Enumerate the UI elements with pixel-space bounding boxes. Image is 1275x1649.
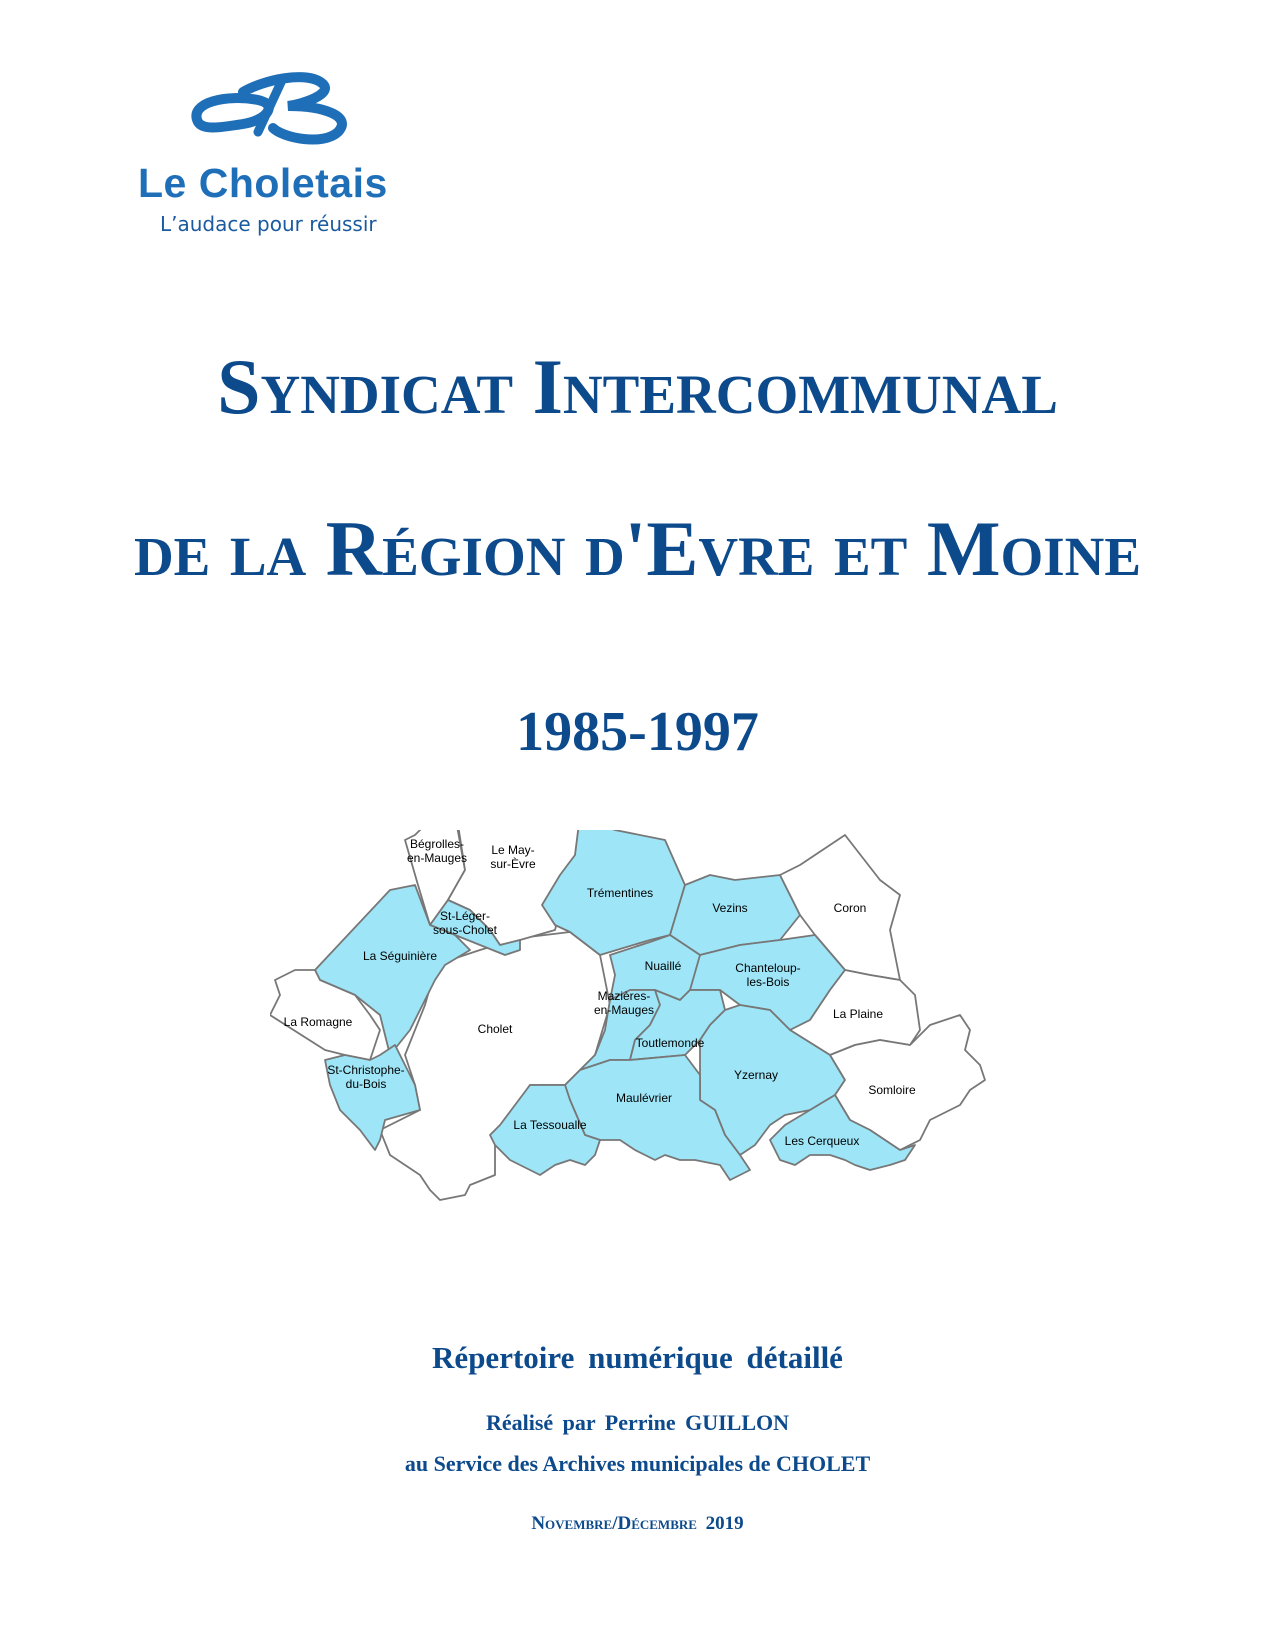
- commune-label-coron: [834, 901, 867, 915]
- logo-name: Le Choletais: [138, 160, 388, 206]
- commune-label-line: La Romagne: [283, 1015, 353, 1029]
- commune-label-line: La Séguinière: [362, 949, 438, 963]
- service-line: au Service des Archives municipales de CHOLET: [404, 1451, 871, 1476]
- commune-label-line: en-Mauges: [593, 1003, 655, 1017]
- commune-label-maulevrier: [616, 1091, 672, 1105]
- commune-label-la-romagne: [284, 1015, 353, 1029]
- commune-label-line: Nuaillé: [644, 959, 682, 973]
- commune-label-line: en-Mauges: [406, 851, 468, 865]
- commune-label-line: La Plaine: [832, 1007, 884, 1021]
- commune-label-line: Mazières-: [597, 989, 651, 1003]
- document-date: Novembre/Décembre 2019: [531, 1513, 744, 1534]
- commune-label-line: Toutlemonde: [635, 1036, 705, 1050]
- commune-label-vezins: [712, 901, 747, 915]
- repertoire-heading: Répertoire numérique détaillé: [432, 1340, 843, 1375]
- commune-label-line: Les Cerqueux: [784, 1134, 860, 1148]
- commune-label-line: St-Léger-: [439, 909, 491, 923]
- commune-label-line: Chanteloup-: [735, 961, 801, 975]
- commune-label-line: Cholet: [477, 1022, 513, 1036]
- commune-label-trementines: [587, 886, 653, 900]
- commune-label-nuaille: [645, 959, 682, 973]
- commune-label-line: Bégrolles-: [409, 837, 465, 851]
- commune-label-somloire: [868, 1083, 916, 1097]
- commune-label-toutlemonde: [636, 1036, 705, 1050]
- commune-label-line: Le May-: [491, 843, 535, 857]
- commune-label-cholet: [478, 1022, 513, 1036]
- choletais-swoosh-icon: [188, 72, 358, 152]
- commune-label-begrolles: [407, 837, 467, 865]
- document-years: 1985-1997: [516, 701, 759, 763]
- document-title-line-1: Syndicat Intercommunal: [217, 343, 1058, 430]
- commune-label-line: du-Bois: [345, 1077, 387, 1091]
- commune-label-la-seguiniere: [363, 949, 437, 963]
- commune-label-line: Trémentines: [586, 886, 654, 900]
- commune-label-line: Vezins: [712, 901, 748, 915]
- commune-label-line: Maulévrier: [615, 1091, 673, 1105]
- logo-tagline: L’audace pour réussir: [160, 212, 377, 236]
- author-line: Réalisé par Perrine GUILLON: [485, 1410, 790, 1435]
- commune-label-le-may: [490, 843, 536, 871]
- commune-label-line: sous-Cholet: [432, 923, 498, 937]
- commune-label-mazieres: [594, 989, 654, 1017]
- commune-label-line: St-Christophe-: [327, 1063, 405, 1077]
- commune-label-line: sur-Èvre: [490, 857, 536, 871]
- commune-label-line: La Tessoualle: [513, 1118, 587, 1132]
- commune-label-line: Somloire: [868, 1083, 916, 1097]
- commune-label-line: Yzernay: [733, 1068, 779, 1082]
- commune-label-line: les-Bois: [746, 975, 790, 989]
- commune-label-la-plaine: [833, 1007, 883, 1021]
- document-title-line-2: de la Région d'Evre et Moine: [133, 505, 1142, 592]
- commune-label-line: Coron: [833, 901, 867, 915]
- communes-map: [270, 830, 990, 1220]
- commune-label-yzernay: [734, 1068, 778, 1082]
- le-choletais-logo: [138, 72, 428, 242]
- commune-label-la-tessoualle: [513, 1118, 586, 1132]
- commune-label-st-leger: [433, 909, 498, 937]
- commune-label-les-cerqueux: [785, 1134, 860, 1148]
